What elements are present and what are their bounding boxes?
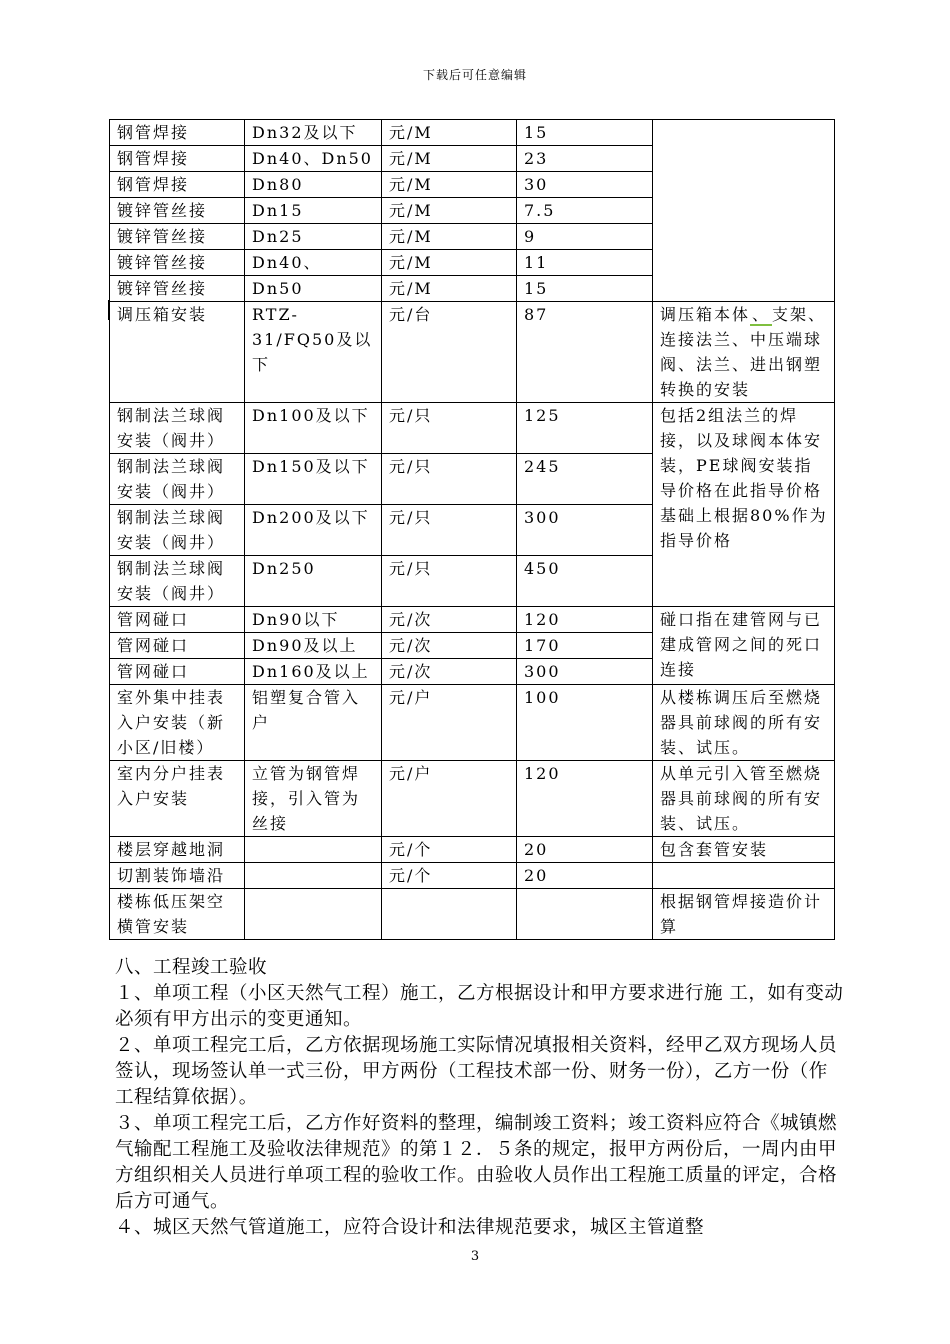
item-name: 室外集中挂表入户安装（新小区/旧楼） [110, 685, 245, 761]
item-unit: 元/次 [382, 607, 517, 633]
item-unit: 元/M [382, 172, 517, 198]
item-spec: Dn90以下 [245, 607, 382, 633]
item-price: 170 [517, 633, 653, 659]
item-unit: 元/M [382, 120, 517, 146]
section-heading: 八、工程竣工验收 [115, 957, 268, 978]
item-price: 125 [517, 403, 653, 454]
item-name: 钢制法兰球阀安装（阀井） [110, 556, 245, 607]
item-spec [245, 863, 382, 889]
item-spec [245, 889, 382, 940]
item-unit: 元/只 [382, 556, 517, 607]
item-spec: Dn150及以下 [245, 454, 382, 505]
item-name: 镀锌管丝接 [110, 198, 245, 224]
item-note: 根据钢管焊接造价计算 [653, 889, 835, 940]
table-row [110, 889, 835, 940]
table-row [110, 302, 835, 403]
item-spec: Dn15 [245, 198, 382, 224]
item-unit: 元/只 [382, 403, 517, 454]
item-unit: 元/M [382, 250, 517, 276]
item-price: 15 [517, 276, 653, 302]
item-price: 100 [517, 685, 653, 761]
item-unit: 元/M [382, 276, 517, 302]
item-name: 钢管焊接 [110, 146, 245, 172]
note-text: 支架、连接法兰、中压端球阀、法兰、进出钢塑转换的安装 [660, 305, 827, 399]
item-price: 120 [517, 607, 653, 633]
paragraph: １、单项工程（小区天然气工程）施工，乙方根据设计和甲方要求进行施 工，如有变动必须有甲方出示的变更通知。 [115, 983, 844, 1030]
item-name: 切割装饰墙沿 [110, 863, 245, 889]
item-unit: 元/户 [382, 761, 517, 837]
revision-mark: 、 [752, 305, 771, 324]
item-name: 管网碰口 [110, 633, 245, 659]
table-row [110, 837, 835, 863]
table-row [110, 685, 835, 761]
item-price: 300 [517, 659, 653, 685]
item-spec [245, 837, 382, 863]
item-note: 包括2组法兰的焊接，以及球阀本体安装，PE球阀安装指导价格在此指导价格基础上根据80%作为指导价格 [653, 403, 835, 607]
item-spec: Dn250 [245, 556, 382, 607]
item-spec: Dn25 [245, 224, 382, 250]
item-spec: Dn50 [245, 276, 382, 302]
item-price: 87 [517, 302, 653, 403]
item-note: 碰口指在建管网与已建成管网之间的死口连接 [653, 607, 835, 685]
item-unit: 元/次 [382, 633, 517, 659]
item-price: 245 [517, 454, 653, 505]
item-spec: Dn100及以下 [245, 403, 382, 454]
item-unit: 元/户 [382, 685, 517, 761]
item-spec: Dn32及以下 [245, 120, 382, 146]
item-spec: Dn160及以上 [245, 659, 382, 685]
item-unit [382, 889, 517, 940]
item-price: 120 [517, 761, 653, 837]
item-name: 室内分户挂表入户安装 [110, 761, 245, 837]
item-note: 从单元引入管至燃烧器具前球阀的所有安装、试压。 [653, 761, 835, 837]
item-price: 30 [517, 172, 653, 198]
paragraph: ２、单项工程完工后，乙方依据现场施工实际情况填报相关资料，经甲乙双方现场人员签认，现场签认单一式三份，甲方两份（工程技术部一份、财务一份），乙方一份（作工程结算依据）。 [115, 1035, 838, 1108]
item-name: 钢制法兰球阀安装（阀井） [110, 403, 245, 454]
item-spec: Dn40、Dn50 [245, 146, 382, 172]
page-header: 下载后可任意编辑 [422, 68, 527, 82]
item-note [653, 120, 835, 302]
item-unit: 元/M [382, 198, 517, 224]
item-name: 钢制法兰球阀安装（阀井） [110, 505, 245, 556]
table-row [110, 120, 835, 146]
item-unit: 元/只 [382, 505, 517, 556]
item-price: 7.5 [517, 198, 653, 224]
item-name: 钢制法兰球阀安装（阀井） [110, 454, 245, 505]
paragraph: ４、城区天然气管道施工，应符合设计和法律规范要求，城区主管道整 [115, 1217, 705, 1238]
item-note: 从楼栋调压后至燃烧器具前球阀的所有安装、试压。 [653, 685, 835, 761]
acceptance-section [115, 955, 845, 1241]
table-row [110, 607, 835, 633]
item-name: 钢管焊接 [110, 120, 245, 146]
item-unit: 元/个 [382, 837, 517, 863]
table-row [110, 761, 835, 837]
item-unit: 元/次 [382, 659, 517, 685]
item-name: 管网碰口 [110, 607, 245, 633]
item-unit: 元/台 [382, 302, 517, 403]
price-table [109, 119, 835, 940]
item-spec: 铝塑复合管入户 [245, 685, 382, 761]
item-price: 11 [517, 250, 653, 276]
item-spec: Dn90及以上 [245, 633, 382, 659]
item-price: 20 [517, 863, 653, 889]
item-name: 钢管焊接 [110, 172, 245, 198]
item-price: 300 [517, 505, 653, 556]
item-spec: Dn80 [245, 172, 382, 198]
item-name: 楼层穿越地洞 [110, 837, 245, 863]
item-spec: Dn40、 [245, 250, 382, 276]
page-number: 3 [470, 1249, 480, 1264]
item-unit: 元/M [382, 146, 517, 172]
item-price: 450 [517, 556, 653, 607]
item-name: 楼栋低压架空横管安装 [110, 889, 245, 940]
table-row [110, 863, 835, 889]
item-note [653, 302, 835, 403]
item-note [653, 863, 835, 889]
note-text: 调压箱本体 [660, 305, 751, 324]
item-price: 23 [517, 146, 653, 172]
item-price: 15 [517, 120, 653, 146]
item-name: 镀锌管丝接 [110, 224, 245, 250]
item-unit: 元/只 [382, 454, 517, 505]
table-row [110, 403, 835, 454]
item-name: 调压箱安装 [110, 302, 245, 403]
item-name: 镀锌管丝接 [110, 250, 245, 276]
item-price: 9 [517, 224, 653, 250]
item-price [517, 889, 653, 940]
item-note: 包含套管安装 [653, 837, 835, 863]
item-name: 镀锌管丝接 [110, 276, 245, 302]
item-spec: 立管为钢管焊接，引入管为丝接 [245, 761, 382, 837]
item-spec: RTZ-31/FQ50及以下 [245, 302, 382, 403]
item-unit: 元/个 [382, 863, 517, 889]
paragraph: ３、单项工程完工后，乙方作好资料的整理，编制竣工资料；竣工资料应符合《城镇燃气输配工程施工及验收法律规范》的第１２．５条的规定，报甲方两份后，一周内由甲方组织相关人员进行单项工程的验收工作。由验收人员作出工程施工质量的评定，合格后方可通气。 [115, 1113, 838, 1212]
item-name: 管网碰口 [110, 659, 245, 685]
item-price: 20 [517, 837, 653, 863]
item-unit: 元/M [382, 224, 517, 250]
item-spec: Dn200及以下 [245, 505, 382, 556]
